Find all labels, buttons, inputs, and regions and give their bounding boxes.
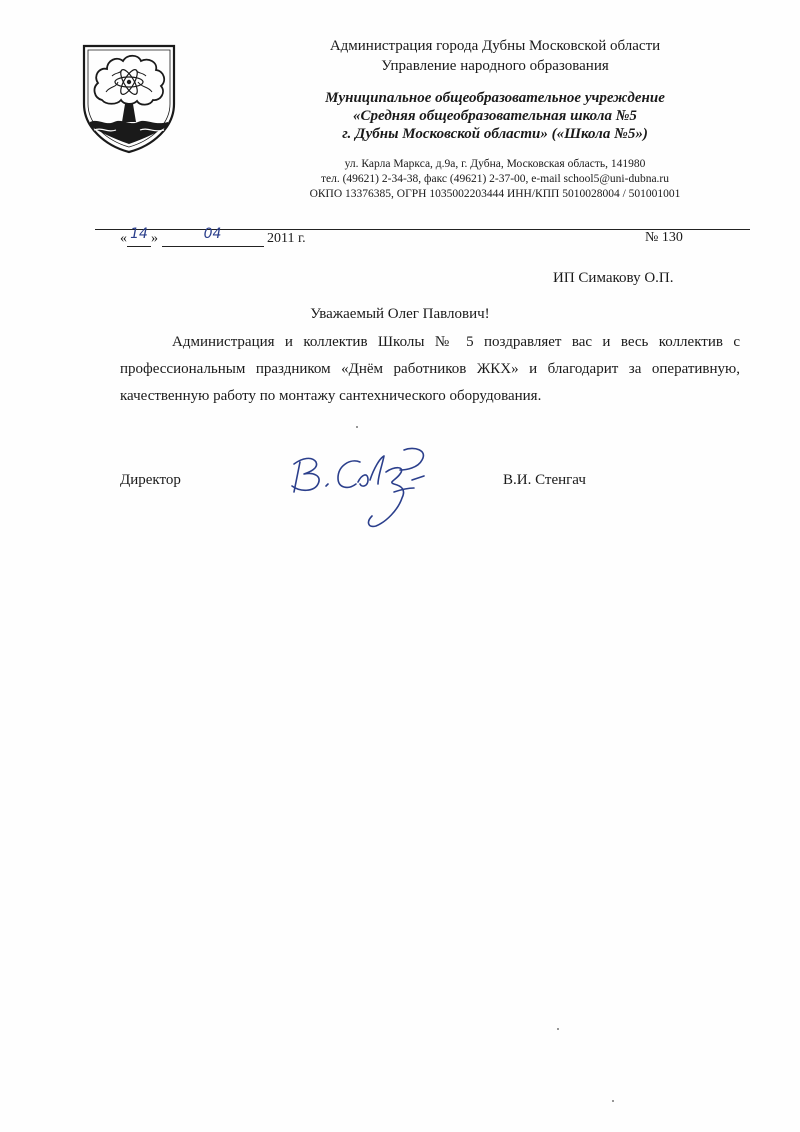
header-institution-line-1: Муниципальное общеобразовательное учреждение [325, 90, 665, 106]
contact-address: ул. Карла Маркса, д.9а, г. Дубна, Московская область, 141980 [344, 158, 646, 170]
paper-speck [557, 1028, 559, 1030]
letter-body: Администрация и коллектив Школы № 5 поздравляет вас и весь коллектив с профессиональным праздником «Днём работников ЖКХ» и благодарит за оперативную, качественную работу по монтажу сантехнического оборудования. [120, 334, 740, 404]
city-emblem-icon [80, 42, 178, 154]
salutation: Уважаемый Олег Павлович! [310, 306, 490, 322]
date-month-field [162, 226, 264, 247]
contact-codes: ОКПО 13376385, ОГРН 1035002203444 ИНН/КПП 5010028004 / 501001001 [309, 188, 681, 200]
date-year: 2011 г. [267, 231, 306, 246]
contact-phone: тел. (49621) 2-34-38, факс (49621) 2-37-00, e-mail school5@uni-dubna.ru [320, 173, 670, 185]
handwritten-signature-icon [282, 440, 452, 532]
date-close-quote: » [151, 231, 158, 246]
header-department: Управление народного образования [381, 58, 609, 74]
header-institution-line-3: г. Дубны Московской области» («Школа №5») [342, 126, 648, 142]
date-day-handwritten: 14 [130, 226, 148, 242]
paper-speck [612, 1100, 614, 1102]
date-month-handwritten: 04 [203, 226, 222, 242]
letter-date [120, 226, 306, 247]
date-open-quote: « [120, 231, 127, 246]
document-number: № 130 [645, 230, 683, 245]
signer-name: В.И. Стенгач [503, 472, 586, 488]
header-administration: Администрация города Дубны Московской области [329, 38, 661, 54]
signer-role: Директор [120, 472, 181, 488]
date-day-field [127, 226, 151, 247]
header-institution-line-2: «Средняя общеобразовательная школа №5 [353, 108, 637, 124]
recipient: ИП Симакову О.П. [553, 270, 674, 286]
paper-speck [356, 426, 358, 428]
